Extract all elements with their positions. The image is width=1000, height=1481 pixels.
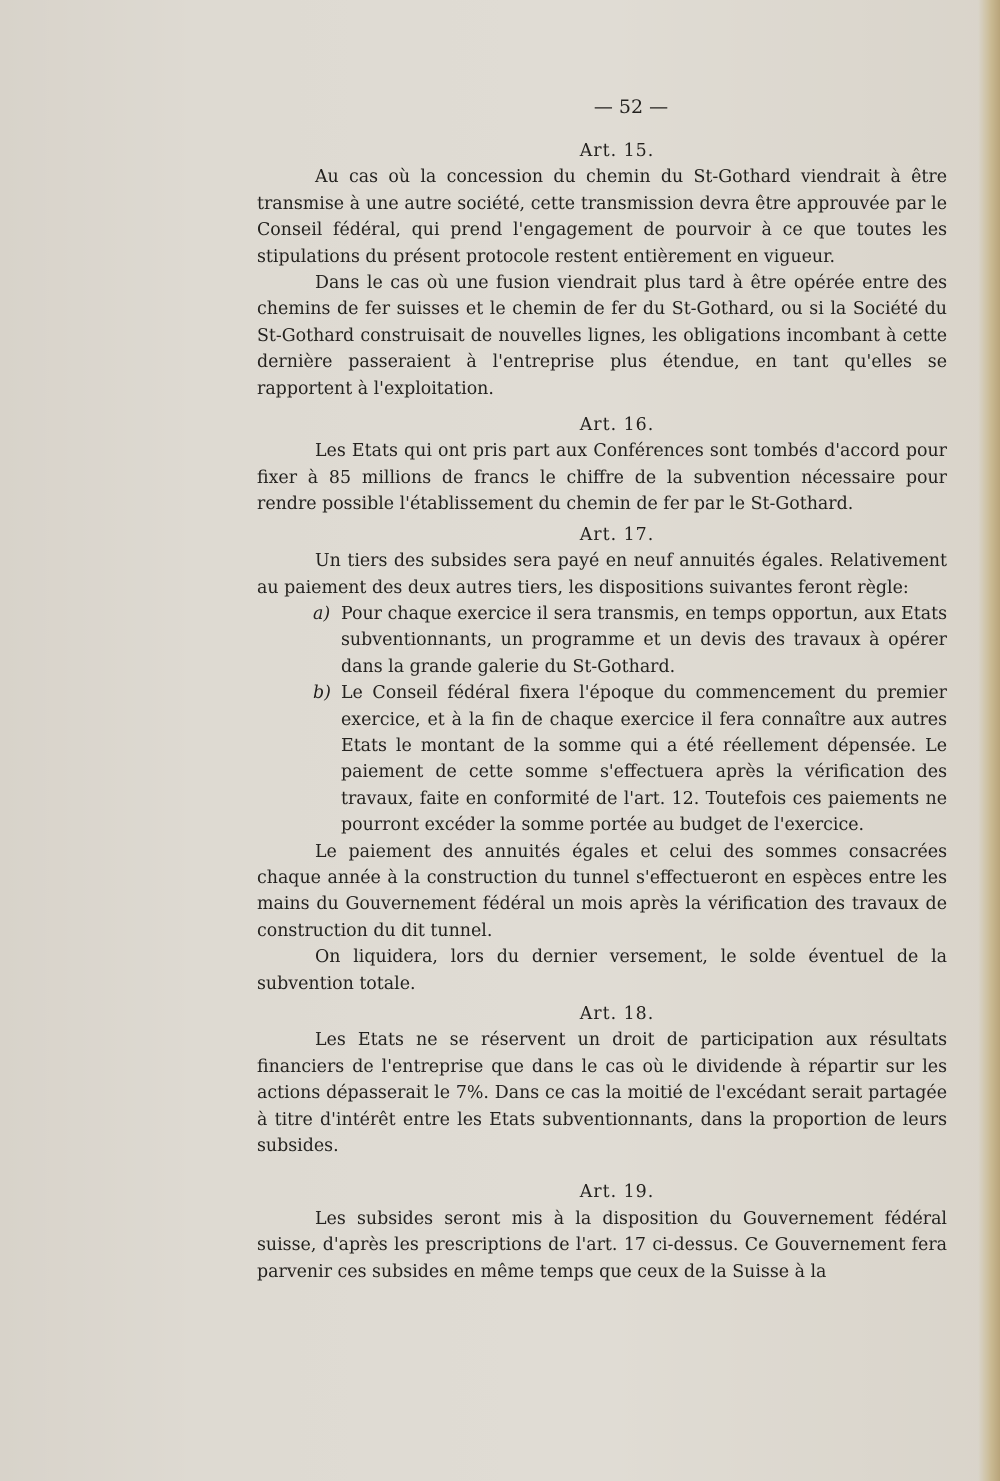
paragraph: Au cas où la concession du chemin du St-Gothard viendrait à être transmise à une autre société, cette transmission devra être approuvée par le Conseil fédéral, qui prend l'engagement de pourvoir à ce que toutes les stipulations du présent protocole restent entièrement en vigueur. — [257, 167, 947, 267]
article-title: Art. 15. — [579, 141, 655, 161]
list-item — [257, 680, 947, 838]
paragraph: Dans le cas où une fusion viendrait plus tard à être opérée entre des chemins de fer suisses et le chemin de fer du St-Gothard, ou si la Société du St-Gothard construisait de nouvelles lignes, les obligations incombant à cette dernière passeraient à l'entreprise plus étendue, en tant qu'elles se rapportent à l'exploitation. — [257, 273, 947, 399]
paragraph: Les Etats qui ont pris part aux Conférences sont tombés d'accord pour fixer à 85 millions de francs le chiffre de la subvention nécessaire pour rendre possible l'établissement du chemin de fer par le St-Gothard. — [257, 441, 947, 515]
article-title: Art. 19. — [579, 1182, 655, 1203]
article-19 — [257, 1179, 947, 1285]
text-block — [257, 92, 947, 1285]
article-15 — [257, 138, 947, 402]
paragraph: Un tiers des subsides sera payé en neuf annuités égales. Relativement au paiement des deux autres tiers, les dispositions suivantes feront règle: — [257, 551, 947, 598]
item-label: b) — [313, 683, 331, 704]
article-title: Art. 16. — [579, 415, 655, 436]
article-17 — [257, 522, 947, 997]
page-edge-shadow — [978, 0, 1000, 1481]
article-title: Art. 17. — [579, 524, 655, 545]
item-label: a) — [313, 603, 331, 624]
article-16 — [257, 412, 947, 518]
item-text: Le Conseil fédéral fixera l'époque du commencement du premier exercice, et à la fin de chaque exercice il fera connaître aux autres Etats le montant de la somme qui a été réellement dépensée. Le paiement de cette somme s'effectuera après la vérification des travaux, faite en conformité de l'art. 12. Toutefois ces paiements ne pourront excéder la somme portée au budget de l'exercice. — [341, 683, 947, 836]
page-number: — 52 — — [593, 96, 669, 118]
article-18 — [257, 1001, 947, 1159]
paragraph: Les Etats ne se réservent un droit de participation aux résultats financiers de l'entreprise que dans le cas où le dividende à répartir sur les actions dépasserait le 7%. Dans ce cas la moitié de l'excédant serait partagée à titre d'intérêt entre les Etats subventionnants, dans la proportion de leurs subsides. — [257, 1030, 947, 1157]
list-item — [257, 601, 947, 680]
article-title: Art. 18. — [579, 1004, 655, 1024]
paragraph: Le paiement des annuités égales et celui des sommes consacrées chaque année à la construction du tunnel s'effectueront en espèces entre les mains du Gouvernement fédéral un mois après la vérification des travaux de construction du dit tunnel. — [257, 841, 947, 941]
paragraph: Les subsides seront mis à la disposition du Gouvernement fédéral suisse, d'après les prescriptions de l'art. 17 ci-dessus. Ce Gouvernement fera parvenir ces subsides en même temps que ceux de la Suisse à la — [257, 1208, 947, 1282]
paragraph: On liquidera, lors du dernier versement, le solde éventuel de la subvention totale. — [257, 947, 947, 994]
item-text: Pour chaque exercice il sera transmis, en temps opportun, aux Etats subventionnants, un programme et un devis des travaux à opérer dans la grande galerie du St-Gothard. — [341, 603, 947, 677]
